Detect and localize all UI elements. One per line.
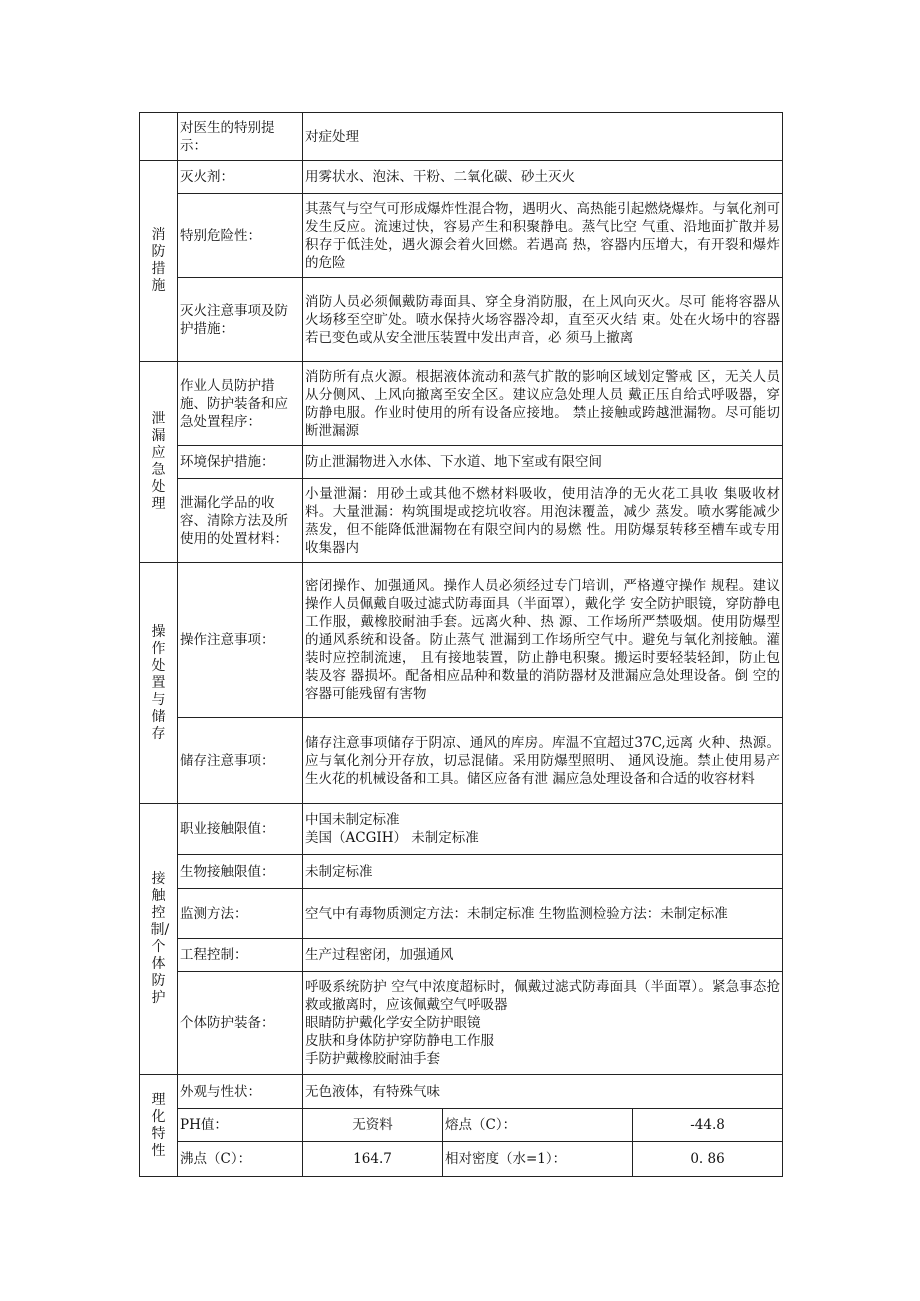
appearance-label: 外观与性状： — [178, 1075, 303, 1109]
row-containment — [140, 479, 783, 563]
environmental-protection-value: 防止泄漏物进入水体、下水道、地下室或有限空间 — [303, 446, 783, 479]
engineering-control-label: 工程控制： — [178, 939, 303, 972]
section-empty — [140, 113, 178, 161]
operation-notes-value: 密闭操作、加强通风。操作人员必须经过专门培训，严格遵守操作 规程。建议操作人员佩戴自吸过滤式防毒面具（半面罩），戴化学 安全防护眼镜，穿防静电工作服，戴橡胶耐油手套。远离火种、热 源、工作场所严禁吸烟。使用防爆型的通风系统和设备。防止蒸气 泄漏到工作场所空气中。避免与氧化剂接触。灌装时应控制流速， 且有接地装置，防止静电积聚。搬运时要轻装轻卸，防止包装及容 器损坏。配备相应品种和数量的消防器材及泄漏应急处理设备。倒 空的容器可能残留有害物 — [303, 563, 783, 718]
row-personnel-protection — [140, 362, 783, 446]
row-storage-notes — [140, 718, 783, 804]
occupational-limit-line: 中国未制定标准 — [305, 812, 400, 828]
special-hazard-value: 其蒸气与空气可形成爆炸性混合物，遇明火、高热能引起燃烧爆炸。与氧化剂可发生反应。流速过快，容易产生和积聚静电。蒸气比空 气重、沿地面扩散并易积存于低洼处，遇火源会着火回燃。若遇高 热，容器内压增大，有开裂和爆炸的危险 — [303, 194, 783, 278]
relative-density-value: 0. 86 — [633, 1142, 783, 1177]
row-monitoring-method — [140, 889, 783, 939]
section-firefighting: 消防措施 — [140, 161, 178, 362]
operation-notes-label: 操作注意事项： — [178, 563, 303, 718]
extinguishing-agent-label: 灭火剂： — [178, 161, 303, 194]
doctor-note-label: 对医生的特别提示： — [178, 113, 303, 161]
fire-precautions-value: 消防人员必须佩戴防毒面具、穿全身消防服，在上风向灭火。尽可 能将容器从火场移至空旷处。喷水保持火场容器冷却，直至灭火结 束。处在火场中的容器若已变色或从安全泄压装置中发出声音，必 须马上撤离 — [303, 278, 783, 362]
row-fire-precautions — [140, 278, 783, 362]
occupational-limit-line: 美国（ACGIH） 未制定标准 — [305, 830, 479, 846]
engineering-control-value: 生产过程密闭，加强通风 — [303, 939, 783, 972]
ppe-value — [303, 972, 783, 1075]
section-leak: 泄漏应急处理 — [140, 362, 178, 563]
section-handling-storage: 操作处置与储存 — [140, 563, 178, 804]
row-occupational-limit — [140, 804, 783, 855]
msds-table — [139, 112, 783, 1177]
boiling-point-value: 164.7 — [303, 1142, 443, 1177]
ppe-line: 呼吸系统防护 空气中浓度超标时，佩戴过滤式防毒面具（半面罩）。紧急事态抢救或撤离时，应该佩戴空气呼吸器 — [305, 979, 781, 1013]
containment-value: 小量泄漏：用砂土或其他不燃材料吸收，使用洁净的无火花工具收 集吸收材料。大量泄漏：构筑围堤或挖坑收容。用泡沫覆盖，减少 蒸发。喷水雾能减少蒸发，但不能降低泄漏物在有限空间内的易燃 性。用防爆泵转移至槽车或专用收集器内 — [303, 479, 783, 563]
row-boiling-density — [140, 1142, 783, 1177]
containment-label: 泄漏化学品的收容、清除方法及所使用的处置材料： — [178, 479, 303, 563]
section-properties: 理化特性 — [140, 1075, 178, 1177]
personnel-protection-value: 消防所有点火源。根据液体流动和蒸气扩散的影响区域划定警戒 区，无关人员从分侧风、上风向撤离至安全区。建议应急处理人员 戴正压自给式呼吸器，穿防静电服。作业时使用的所有设备应接地。 禁止接触或跨越泄漏物。尽可能切断泄漏源 — [303, 362, 783, 446]
row-appearance — [140, 1075, 783, 1109]
row-biological-limit — [140, 855, 783, 889]
row-extinguishing-agent — [140, 161, 783, 194]
section-exposure-control: 接触控制/个体防护 — [140, 804, 178, 1075]
environmental-protection-label: 环境保护措施： — [178, 446, 303, 479]
storage-notes-label: 储存注意事项： — [178, 718, 303, 804]
biological-limit-label: 生物接触限值： — [178, 855, 303, 889]
appearance-value: 无色液体，有特殊气味 — [303, 1075, 783, 1109]
special-hazard-label: 特别危险性： — [178, 194, 303, 278]
biological-limit-value: 未制定标准 — [303, 855, 783, 889]
melting-point-value: -44.8 — [633, 1109, 783, 1142]
row-engineering-control — [140, 939, 783, 972]
storage-notes-value: 储存注意事项储存于阴凉、通风的库房。库温不宜超过37C,远离 火种、热源。应与氧化剂分开存放，切忌混储。采用防爆型照明、 通风设施。禁止使用易产生火花的机械设备和工具。储区应备有泄 漏应急处理设备和合适的收容材料 — [303, 718, 783, 804]
occupational-limit-value — [303, 804, 783, 855]
relative-density-label: 相对密度（水=1）： — [443, 1142, 633, 1177]
melting-point-label: 熔点（C）： — [443, 1109, 633, 1142]
ph-value: 无资料 — [303, 1109, 443, 1142]
row-doctor-note — [140, 113, 783, 161]
boiling-point-label: 沸点（C）： — [178, 1142, 303, 1177]
extinguishing-agent-value: 用雾状水、泡沫、干粉、二氧化碳、砂土灭火 — [303, 161, 783, 194]
fire-precautions-label: 灭火注意事项及防护措施： — [178, 278, 303, 362]
row-ph-melting — [140, 1109, 783, 1142]
personnel-protection-label: 作业人员防护措施、防护装备和应急处置程序： — [178, 362, 303, 446]
ppe-line: 眼睛防护戴化学安全防护眼镜 — [305, 1015, 481, 1031]
row-operation-notes — [140, 563, 783, 718]
ppe-label: 个体防护装备： — [178, 972, 303, 1075]
row-ppe — [140, 972, 783, 1075]
occupational-limit-label: 职业接触限值： — [178, 804, 303, 855]
row-environmental-protection — [140, 446, 783, 479]
doctor-note-value: 对症处理 — [303, 113, 783, 161]
monitoring-method-label: 监测方法： — [178, 889, 303, 939]
monitoring-method-value: 空气中有毒物质测定方法：未制定标准 生物监测检验方法：未制定标准 — [303, 889, 783, 939]
ppe-line: 皮肤和身体防护穿防静电工作服 — [305, 1033, 494, 1049]
ph-label: PH值： — [178, 1109, 303, 1142]
ppe-line: 手防护戴橡胶耐油手套 — [305, 1051, 440, 1067]
row-special-hazard — [140, 194, 783, 278]
